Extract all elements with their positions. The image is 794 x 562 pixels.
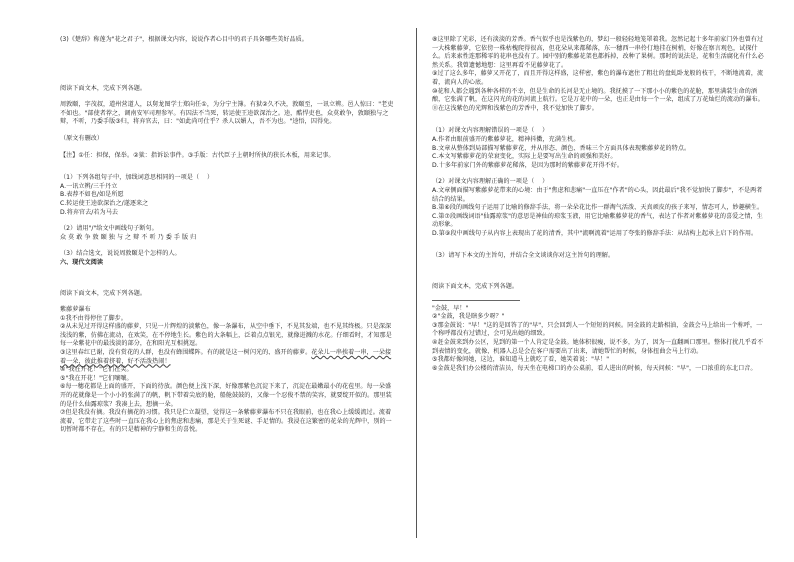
paragraph-2: ②从未见过开得这样盛的藤萝，只见一片辉煌的淡紫色，像一条瀑布，从空中垂下，不见其发端，也不见其终极。只是深深浅浅的紫，仿佛在流动，在欢笑，在不停地生长。紫色的大条幅上，泛着点点银光，就像迸溅的水花。仔细看时，才知那是每一朵紫花中的最浅淡的部分，在和阳光互相挑逗。: [60, 323, 392, 348]
question-text: (3)《楚辞》称莲为"花之君子"，根据课文内容，说说作者心目中的君子具备哪些美好品质。: [60, 36, 308, 43]
option-c: C.本文写紫藤萝花的荣衰变化，实际上是要写出生命的顽强和美好。: [432, 153, 617, 161]
paragraph-3: [60, 349, 395, 366]
option-c: C.第⑦段画线词语"仙露琼浆"的意思是神仙的琼浆玉液，用它比喻紫藤萝花的香气，表达了作者对紫藤萝花的喜爱之情，生动形象。: [432, 212, 763, 229]
left-column: [60, 36, 395, 435]
story-line-1: "金鼓，早！": [432, 304, 469, 312]
column-divider: [416, 28, 417, 538]
paragraph-10: ⑩花和人都会遇到各种各样的不幸，但是生命的长河是无止境的。我抚摸了一下那小小的紫色的花舱，那里满装生命的酒酿，它张满了帆，在这闪光的花的河流上航行。它是万花中的一朵，也正是由每一个一朵，组成了万花灿烂的流动的瀑布。: [432, 87, 764, 104]
option-a: A.一讯立辨/三千丹立: [60, 182, 118, 190]
paragraph-8: ⑧这里除了光彩，还有淡淡的芳香。香气似乎也是浅紫色的，梦幻一般轻轻地笼罩着我。忽然记起十多年前家门外也曾有过一大株紫藤萝，它依傍一株枯槐爬得很高，但花朵从来都稀落，东一穗西一串伶仃地挂在树梢，好像在察言观色，试探什么。后来索性连那稀零的花串也没有了。园中别的紫藤花架也都拆掉，改种了果树。那时的说法是，花和生活腐化有什么必然关系。我曾遗憾地想：这里再看不见藤萝花了。: [432, 36, 764, 69]
question-2: （2）请用"/"给文中画线句子断句。: [60, 225, 158, 233]
right-column: [432, 36, 766, 373]
story-line-4: ④赶金鼓来到办公区，见到的第一个人肯定是金鼓。她体积很瘦，说不多，为了，因为一直翻画口那里。整体打扰几乎看不到表情的变化，就像，机器人总是会在客户需要出了出来，请她帮忙的时候，身体扭曲会马上行动。: [432, 339, 764, 355]
question-3: （3）结合选文，说说周敦颐是个怎样的人。: [60, 250, 181, 258]
classical-passage: 周敦颐，字茂叔，道州营道人，以舅龙图学士郑向任①，为分宁主簿。有狱②久不决，敦颐至，一讯立辨。邑人惊曰："老吏不如也。"部使者荐之，调南安军司理参军。有囚法不当死，转运使王逵欲深治之。逵，酷悍吏也，众莫敢争，敦颐独与之辩，不听，乃委手版③归，将弃官去，曰："如此尚可仕乎？杀人以媚人，吾不为也。"逵悟，囚得免。: [60, 101, 394, 126]
sentence-to-punctuate: 众 莫 敢 争 敦 颐 独 与 之 辩 不 听 乃 委 手 版 归: [60, 233, 197, 241]
paragraph-7: ⑦但是我没有摘。我没有摘花的习惯。我只是伫立凝望，觉得这一条紫藤萝瀑布不只在我眼前，也在我心上缓缓流过。流着流着，它带走了这些时一直压在我心上的焦虑和悲痛，那是关于生死谜、手足情的。我浸在这繁密的花朵的光辉中，别的一切暂时都不存在，有的只是精神的宁静和生的喜悦。: [60, 409, 392, 434]
story-line-6: ⑥金鼓是我们办公楼的清洁员，每天坐在电梯口的办公桌前，看人进出的时候，每天问候："早"，一口浓重的东北口音。: [432, 364, 757, 372]
question-1: （1）下列各组句子中，加线词意思相同的一项是（ ）: [60, 174, 214, 182]
option-d: D.十多年前家门外的紫藤萝花稀落，是因为那时的紫藤萝花开得不好。: [432, 161, 624, 169]
question-2: （2）对课文内容理解正确的一项是（ ）: [432, 178, 549, 186]
paragraph-1: ①我不由得停住了脚步。: [60, 314, 127, 322]
paragraph-5: ⑤"我在开花！"它们嚷嚷。: [60, 374, 133, 382]
option-a: A.作者由眼前盛开的紫藤萝花，精神抖擞，充满生机。: [432, 135, 580, 143]
option-d: D.将弃官去/若为马去: [60, 208, 118, 216]
option-b: B.表荐不如也/如是所愿: [60, 191, 124, 199]
option-a: A.文章侧面描写紫藤萝花带来的心境：由于"焦虑和悲痛"一直压在"作者"的心头，因此最后"我不觉加快了脚步"，不是两者结合的结果。: [432, 186, 763, 203]
paragraph-4: ④"我在开花！"它们在笑。: [60, 366, 133, 374]
option-b: B.文章从整体到局部描写紫藤萝花，并从形态、颜色、香味三个方面具体表现紫藤萝花的特点。: [432, 144, 691, 152]
answer-line: [432, 300, 520, 301]
story-line-2: ②"金鼓，我是瞎多少呀？": [432, 313, 505, 321]
question-1: （1）对课文内容理解错误的一项是（ ）: [432, 127, 549, 135]
paragraph-11: ⑪在这浅紫色的光辉和浅紫色的芳香中，我不觉加快了脚步。: [432, 104, 598, 112]
question-3: （3）请写下本文的主旨句，并结合全文谈谈你对这主旨句的理解。: [432, 252, 615, 260]
paragraph-3-text: ③这里春红已谢，没有赏花的人群，也没有蜂围蝶阵。有的就是这一树闪光的、盛开的藤萝。: [60, 349, 312, 357]
underlined-sentence: 花朵儿一串挨着一串，一朵接着一朵，彼此推着挤着，好不活泼热闹！: [60, 349, 392, 365]
reading-prompt: 阅读下面文本，完成下列各题。: [60, 289, 147, 297]
paragraph-6: ⑥每一穗花都是上面的盛开，下面的待放。颜色便上浅下深，好像那紫色沉淀下来了，沉淀在最嫩最小的花苞里。每一朵盛开的花就像是一个小小的张满了的帆，帆下带着尖底的舱，船舱鼓鼓的，又像一个忍俊不禁的笑容，就要绽开似的。那里装的是什么仙露琼浆？我凑上去，想摘一朵。: [60, 383, 392, 408]
story-line-3: ③那金鼓说："早！"这的是回答了的"早"，只会回到人一个短短的问候。同金鼓的走路相油，金鼓会马上给出一个称呼，一个称呼都没有过错过，会可见出她的细致。: [432, 321, 763, 338]
paragraph-9: ⑨过了这么多年，藤萝又开花了，而且开得这样盛，这样密，紫色的瀑布遮住了粗壮的盘虬卧龙般的枝干，不断地流着，流着，流向人的心底。: [432, 70, 764, 86]
reading-prompt: 阅读下面文本，完成下列各题。: [60, 84, 147, 92]
section-title: 六、现代文阅读: [60, 258, 104, 266]
option-b: B.第⑥段的画线句子运用了比喻的修辞手法，将一朵朵花比作一群淘气活泼、天真顽皮的孩子来写，情态可人，妙趣横生。: [432, 204, 764, 212]
option-d: D.第⑨段中画线句子从内容上表现出了花的清香，其中"流啊流着"运用了夸张的修辞手法：从结构上起承上启下的作用。: [432, 229, 758, 237]
reading-prompt: 阅读下面文本，完成下列各题。: [432, 283, 519, 291]
passage-title: 紫藤萝瀑布: [60, 306, 91, 314]
source-note: （原文有删改）: [60, 134, 104, 142]
option-c: C.转运使王逵欲深治之/遂逐来之: [60, 199, 149, 207]
annotation-notes: 【注】①任：担保，保举。②狱：指诉讼事件。③手版：古代臣子上朝时所执的狭长木板，用来记事。: [60, 151, 335, 159]
story-line-5: ⑤我都好像问她，这边，谁知道马上就吃了看，她笑着说："早！": [432, 356, 610, 364]
